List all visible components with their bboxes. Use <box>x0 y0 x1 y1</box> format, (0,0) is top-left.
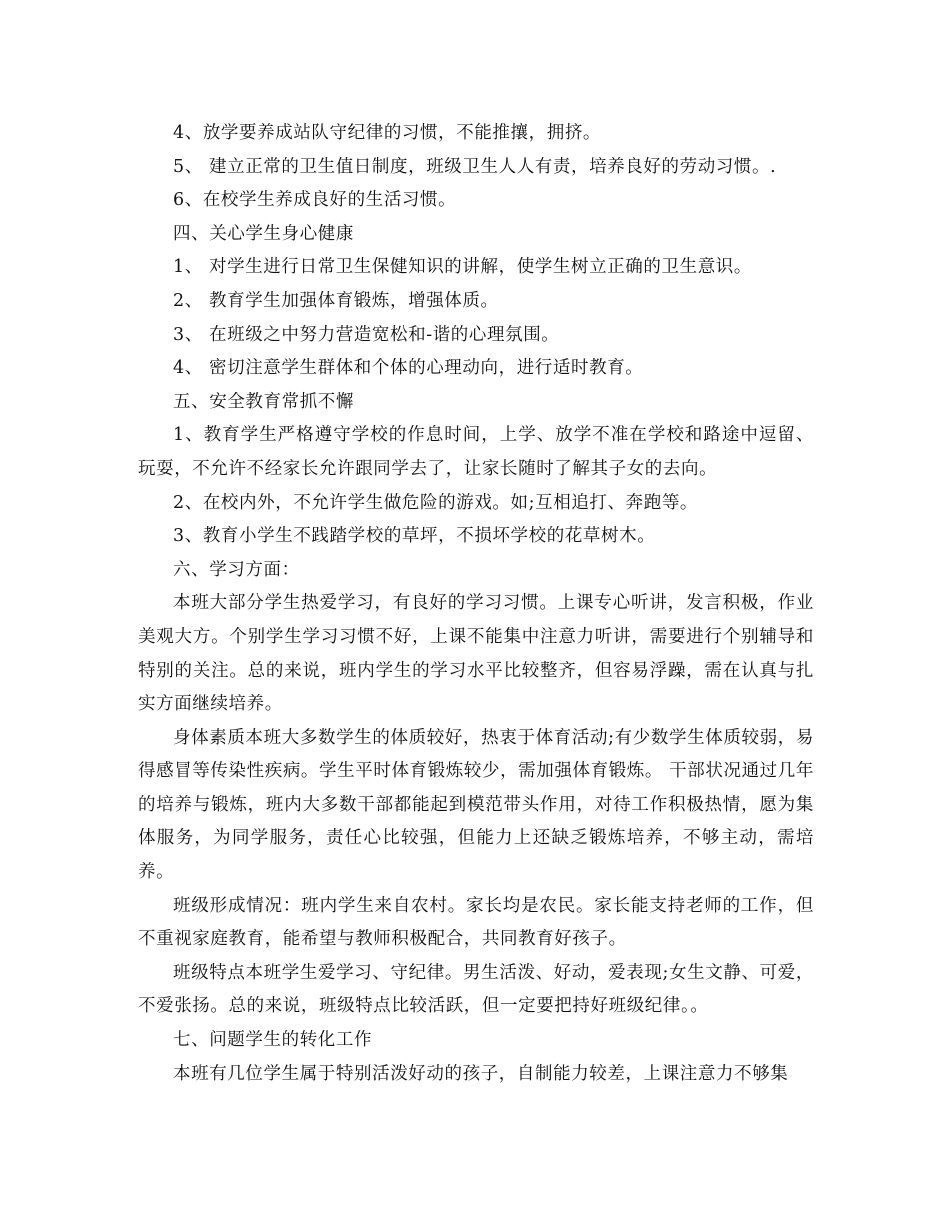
paragraph-rule-6: 6、在校学生养成良好的生活习惯。 <box>173 190 457 211</box>
paragraph-rule-5: 5、 建立正常的卫生值日制度，班级卫生人人有责，培养良好的劳动习惯。. <box>173 156 777 177</box>
paragraph-health-2: 2、 教育学生加强体育锻炼，增强体质。 <box>173 290 499 311</box>
paragraph-class-formation: 班级形成情况：班内学生来自农村。家长均是农民。家长能支持老师的工作，但不重视家庭教育，能希望与教师积极配合，共同教育好孩子。 <box>138 895 814 950</box>
document-body <box>138 117 814 1091</box>
section-heading-study: 六、学习方面： <box>173 559 300 580</box>
paragraph-health-3: 3、 在班级之中努力营造宽松和-谐的心理氛围。 <box>173 324 560 345</box>
paragraph-problem-students: 本班有几位学生属于特别活泼好动的孩子，自制能力较差，上课注意力不够集 <box>173 1063 789 1084</box>
section-heading-health: 四、关心学生身心健康 <box>173 223 354 244</box>
paragraph-health-1: 1、 对学生进行日常卫生保健知识的讲解，使学生树立正确的卫生意识。 <box>173 257 752 278</box>
paragraph-rule-4: 4、放学要养成站队守纪律的习惯，不能推攘，拥挤。 <box>173 123 602 143</box>
paragraph-safety-3: 3、教育小学生不践踏学校的草坪，不损坏学校的花草树木。 <box>173 526 656 547</box>
section-heading-safety: 五、安全教育常抓不懈 <box>173 391 354 412</box>
section-heading-problem-students: 七、问题学生的转化工作 <box>173 1030 373 1051</box>
paragraph-class-features: 班级特点本班学生爱学习、守纪律。男生活泼、好动，爱表现;女生文静、可爱，不爱张扬。总的来说，班级特点比较活跃，但一定要把持好班级纪律。。 <box>138 962 814 1017</box>
paragraph-health-4: 4、 密切注意学生群体和个体的心理动向，进行适时教育。 <box>173 358 644 379</box>
paragraph-safety-1: 1、教育学生严格遵守学校的作息时间，上学、放学不准在学校和路途中逗留、玩耍，不允许不经家长允许跟同学去了，让家长随时了解其子女的去向。 <box>138 425 814 479</box>
paragraph-physique: 身体素质本班大多数学生的体质较好，热衷于体育活动;有少数学生体质较弱，易得感冒等传染性疾病。学生平时体育锻炼较少，需加强体育锻炼。 干部状况通过几年的培养与锻炼，班内大多数干部都能起到模范带头作用，对待工作积极热情，愿为集体服务，为同学服务，责任心比较强，但能力上还缺乏锻炼培养，不够主动，需培养。 <box>138 727 814 883</box>
paragraph-safety-2: 2、在校内外，不允许学生做危险的游戏。如;互相追打、奔跑等。 <box>173 492 699 513</box>
paragraph-study: 本班大部分学生热爱学习，有良好的学习习惯。上课专心听讲，发言积极，作业美观大方。个别学生学习习惯不好，上课不能集中注意力听讲，需要进行个别辅导和特别的关注。总的来说，班内学生的学习水平比较整齐，但容易浮躁，需在认真与扎实方面继续培养。 <box>138 593 814 715</box>
